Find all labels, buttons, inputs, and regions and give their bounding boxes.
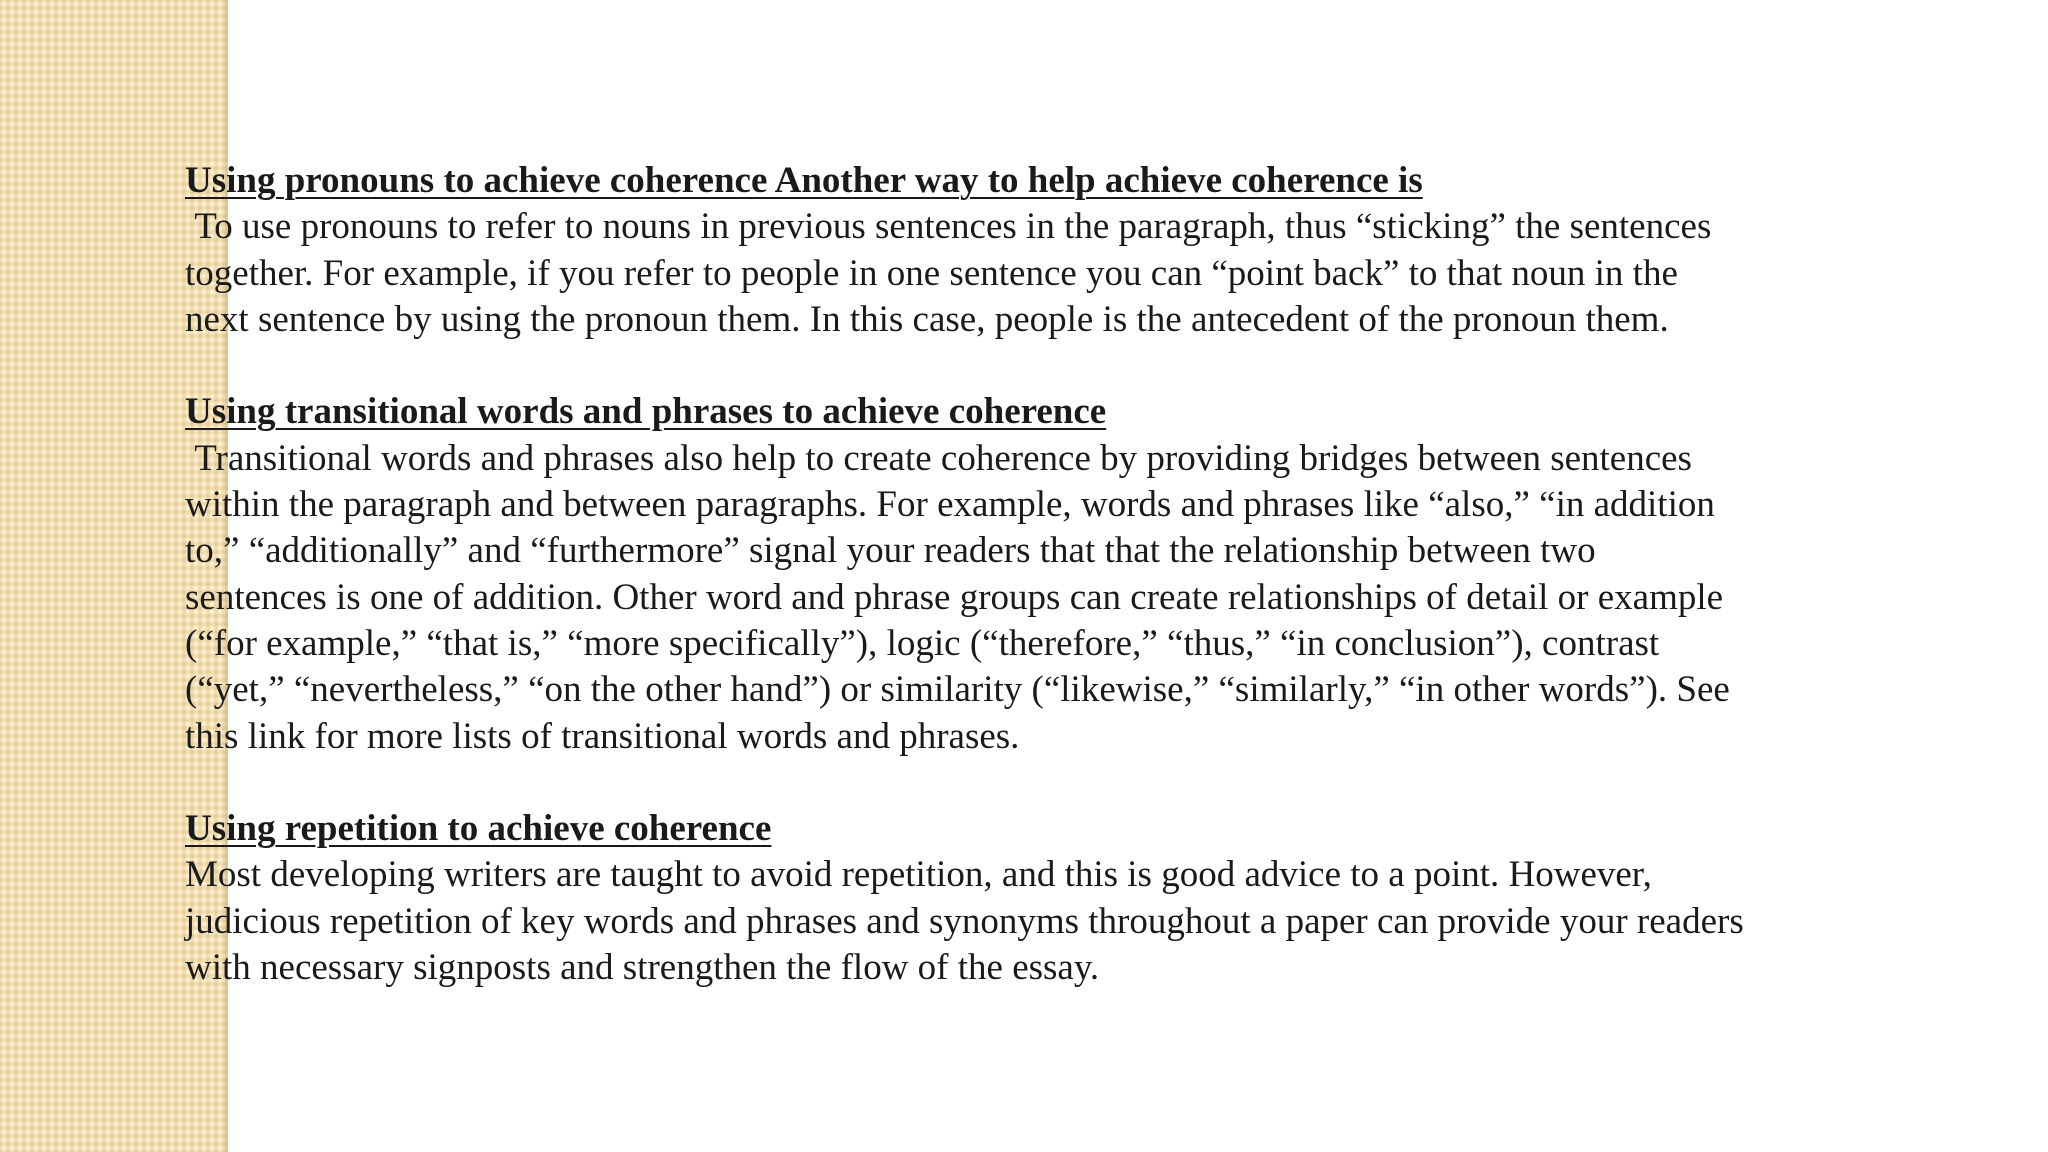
slide-content xyxy=(185,158,1753,991)
section-heading: Using repetition to achieve coherence xyxy=(185,808,772,850)
section-body: Most developing writers are taught to avoid repetition, and this is good advice to a point. However, judicious repetition of key words and phrases and synonyms throughout a paper can provide your readers with necessary signposts and strengthen the flow of the essay. xyxy=(185,854,1753,989)
section-heading: Using pronouns to achieve coherence Another way to help achieve coherence is xyxy=(185,160,1423,201)
section-body: To use pronouns to refer to nouns in previous sentences in the paragraph, thus “sticking” the sentences together. For example, if you refer to people in one sentence you can “point back” to that noun in the next sentence by using the pronoun them. In this case, people is the antecedent of the pronoun them. xyxy=(185,206,1721,340)
section-heading: Using transitional words and phrases to achieve coherence xyxy=(185,391,1107,433)
section-body: Transitional words and phrases also help to create coherence by providing bridges between sentences within the paragraph and between paragraphs. For example, words and phrases like “also,” “in addition to,” “additionally” and “furthermore” signal your readers that that the relationship between two sentences is one of addition. Other word and phrase groups can create relationships of detail or example (“for example,” “that is,” “more specifically”), logic (“therefore,” “thus,” “in conclusion”), contrast (“yet,” “nevertheless,” “on the other hand”) or similarity (“likewise,” “similarly,” “in other words”). See this link for more lists of transitional words and phrases. xyxy=(185,437,1740,757)
section-pronouns xyxy=(185,158,1745,343)
section-repetition xyxy=(185,806,1753,991)
section-transitional-words xyxy=(185,389,1745,759)
